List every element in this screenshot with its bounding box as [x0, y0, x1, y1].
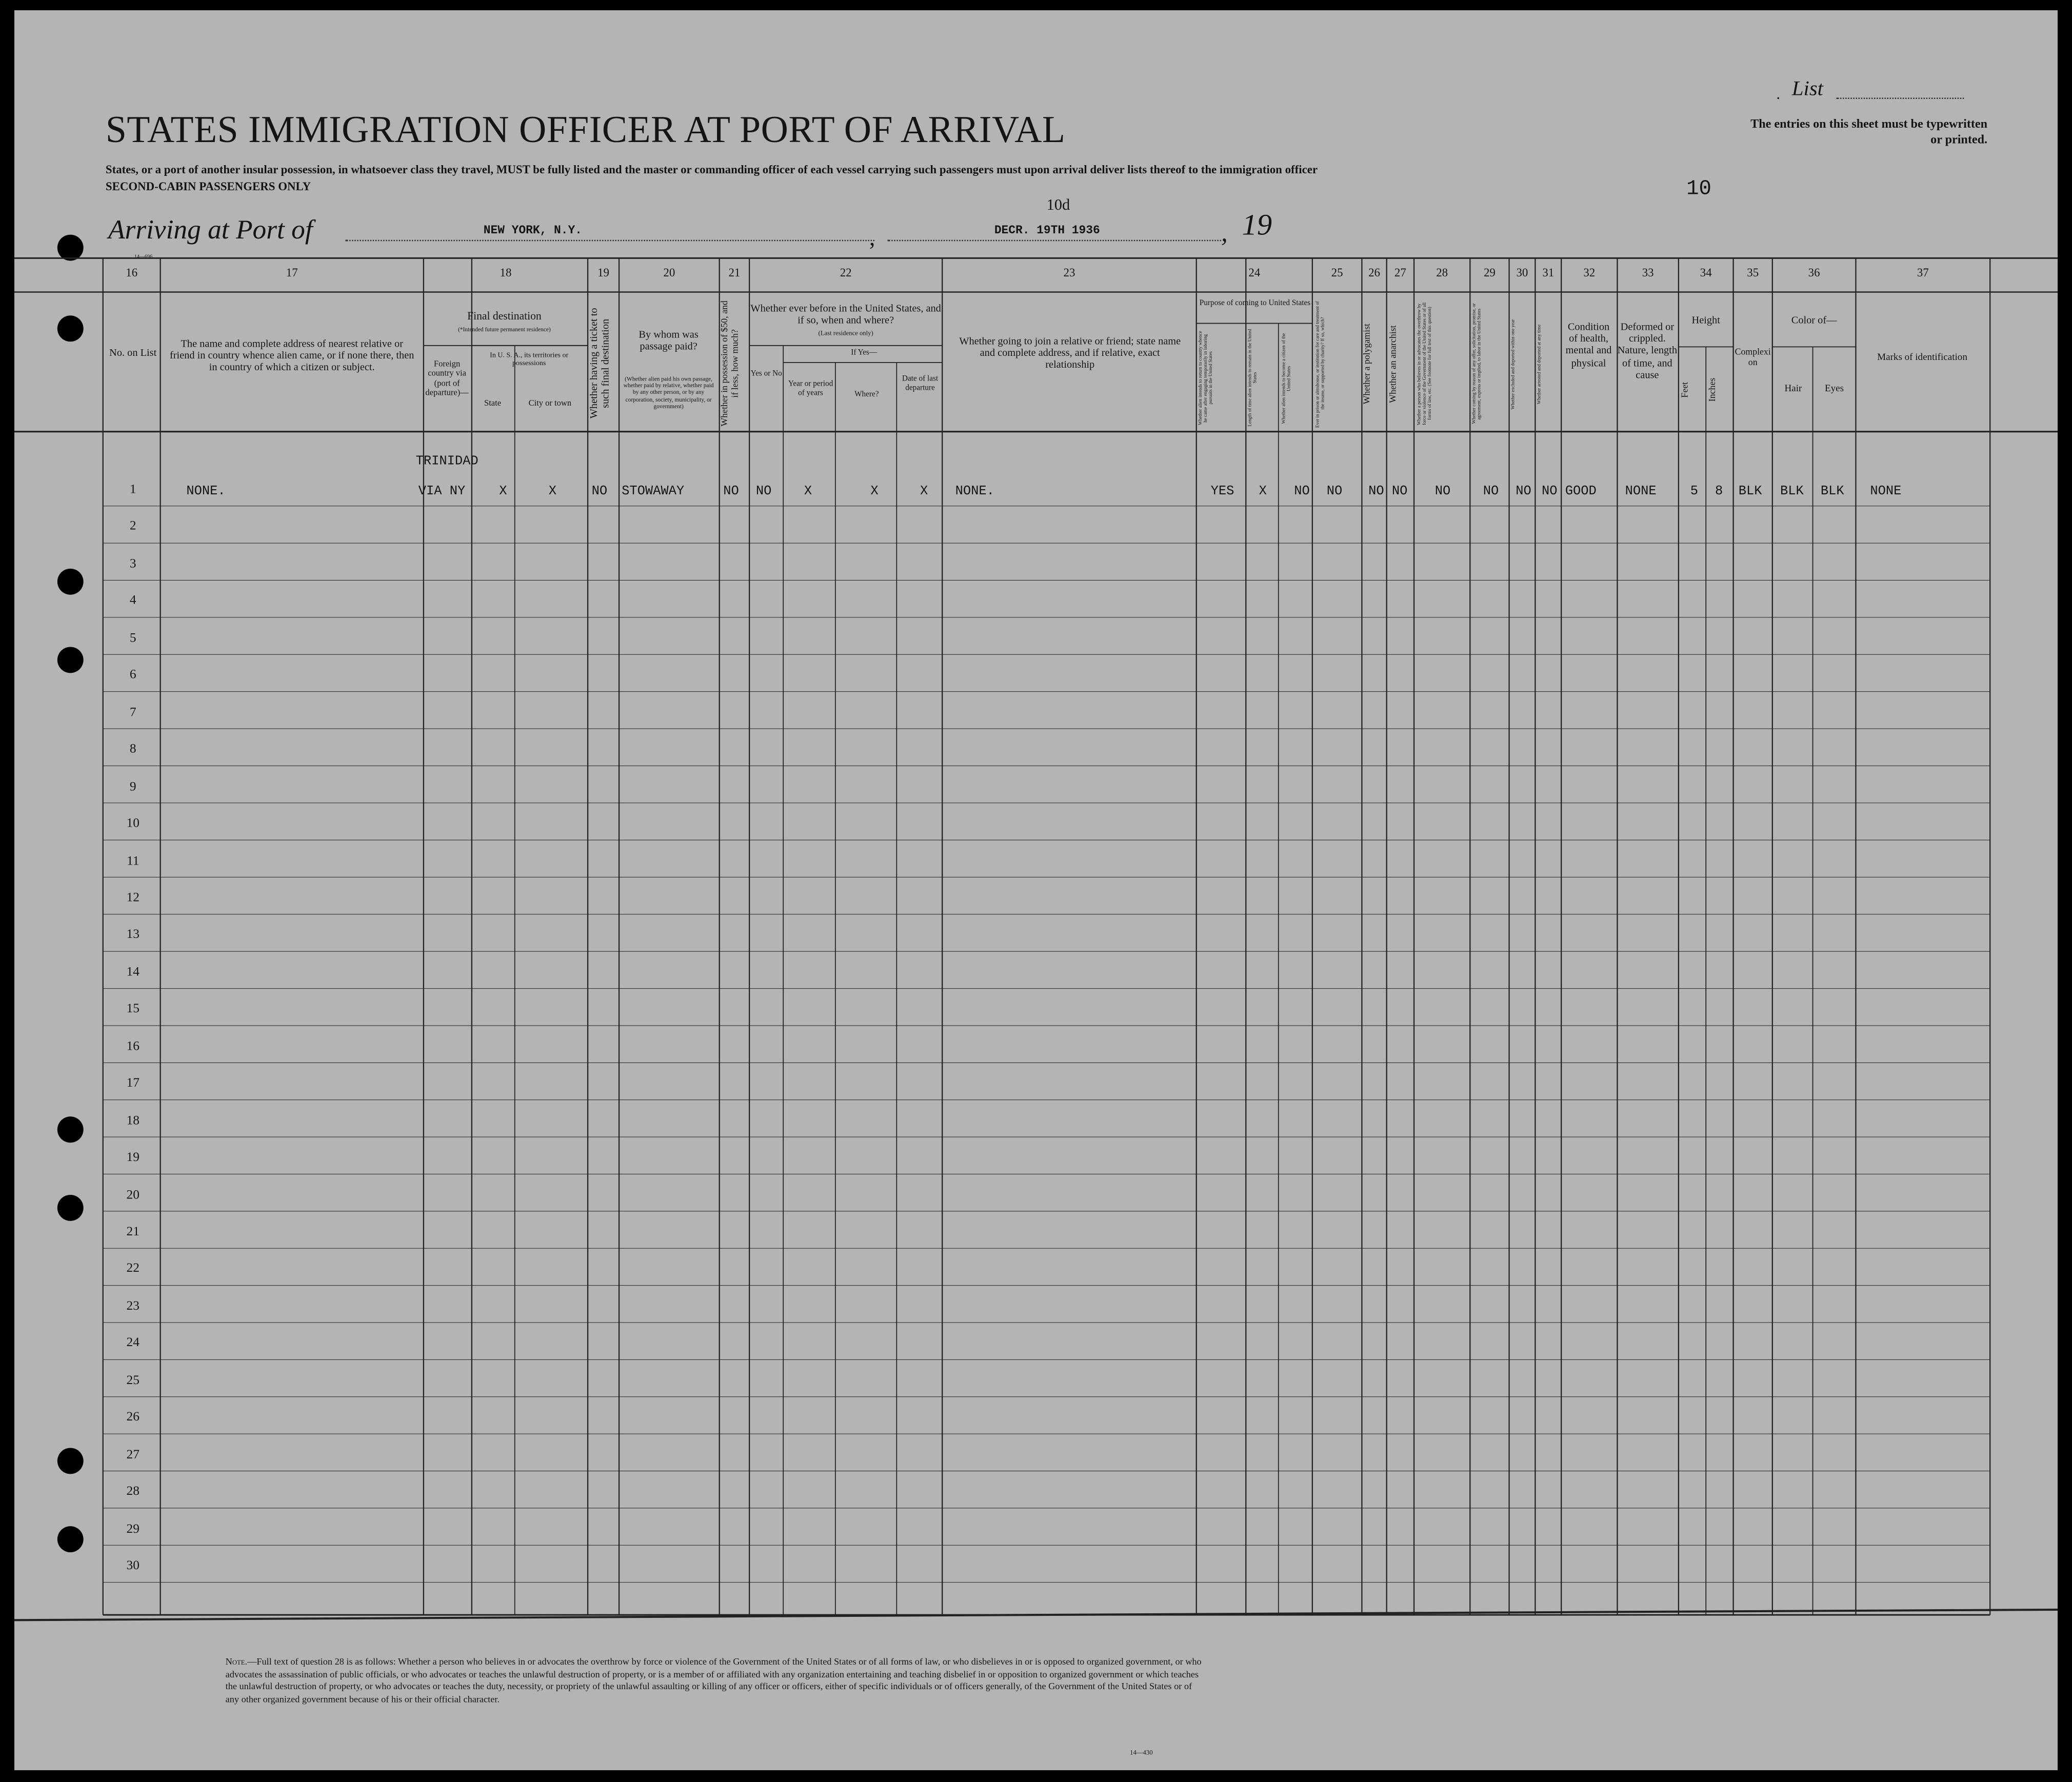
entry-joining: NONE. [955, 485, 994, 499]
column-number: 22 [840, 266, 852, 279]
entry-complexion: BLK [1738, 485, 1762, 499]
header-ticket: Whether having a ticket to such final destination [588, 308, 611, 419]
header-yes-no: Yes or No [750, 370, 782, 378]
row-number: 13 [126, 928, 140, 943]
date-value: DECR. 19TH 1936 [994, 224, 1100, 237]
row-number: 23 [126, 1299, 140, 1314]
entry-deformed: NONE [1625, 485, 1657, 499]
header-deformed: Deformed or crippled. Nature, length of time, and cause [1617, 321, 1677, 381]
entry-marks: NONE [1870, 485, 1902, 499]
row-number: 19 [126, 1150, 140, 1165]
entry-labor-offer: NO [1483, 485, 1499, 499]
header-where: Where? [854, 391, 879, 399]
header-return-intent: Whether alien intends to return to country whence he came after engaging temporarily in laboring pursuits in the United States [1198, 331, 1213, 426]
comma: , [1221, 219, 1228, 248]
entry-length-stay: X [1259, 485, 1267, 499]
header-health: Condition of health, mental and physical [1565, 321, 1612, 369]
header-state: State [484, 399, 502, 408]
row-number: 21 [126, 1225, 140, 1239]
row-number: 1 [129, 482, 136, 497]
column-number: 27 [1394, 266, 1406, 279]
header-no-on-list: No. on List [109, 347, 157, 359]
row-number: 11 [126, 853, 140, 868]
entry-passage-paid: STOWAWAY [622, 485, 685, 499]
header-arrested: Whether arrested and deported at any time [1536, 324, 1542, 404]
header-final-destination: Final destination [467, 309, 542, 323]
entry-return-intent: YES [1210, 485, 1234, 499]
row-number: 7 [129, 705, 136, 720]
form-number: 14—430 [1130, 1750, 1153, 1757]
column-number: 16 [126, 266, 138, 279]
arriving-label: Arriving at Port of [108, 213, 313, 245]
row-number: 29 [126, 1521, 140, 1536]
entry-arrested: NO [1542, 485, 1558, 499]
header-passage-paid-note: (Whether alien paid his own passage, whether paid by relative, whether paid by any other person, or by any corporation, society, municipality, or government) [623, 375, 714, 409]
entry-anarchist: NO [1391, 485, 1408, 499]
entry-hair: BLK [1780, 485, 1804, 499]
column-number: 21 [728, 266, 741, 279]
column-number: 19 [597, 266, 609, 279]
header-final-destination-note: (*Intended future permanent residence) [458, 326, 551, 333]
header-length-stay: Length of time alien intends to remain in the United States [1247, 329, 1258, 427]
row-number: 15 [126, 1002, 140, 1017]
footnote-label: Note. [225, 1656, 248, 1667]
header-passage-paid: By whom was passage paid? [639, 328, 699, 353]
header-city: City or town [528, 399, 572, 408]
footnote-text: —Full text of question 28 is as follows: Whether a person who believes in or advocates the overthrow by force or violence of the Government of the United States or of all forms of law, or who disbelieves in or is opposed to organized government, or who advocates the assassination of public officials, or who advocates or teaches the unlawful destruction of property, or is a member of or affiliated with any organization entertaining and teaching disbelief in or opposition to organized government or which teaches the unlawful destruction of property, or who advocates or teaches the duty, necessity, or propriety of the unlawful assaulting or killing of any officer or officers, either of specific individuals or of officers generally, of the Government of the United States or of any other organized government because of his or their official character. [225, 1656, 1202, 1705]
row-number: 14 [126, 965, 140, 979]
header-money: Whether in possession of $50, and if less, how much? [719, 301, 741, 427]
header-overthrow: Whether a person who believes in or advocates the overthrow by force or violence of the Government of the United States or of all forms of law, etc. (See footnote for full text of this question) [1417, 302, 1432, 426]
row-number: 22 [126, 1262, 140, 1276]
entry-eyes: BLK [1820, 485, 1844, 499]
entry-prison: NO [1326, 485, 1343, 499]
column-number: 24 [1248, 266, 1261, 279]
column-number: 32 [1583, 266, 1596, 279]
column-number: 33 [1642, 266, 1654, 279]
row-number: 6 [129, 668, 136, 683]
passenger-class: SECOND-CABIN PASSENGERS ONLY [105, 179, 311, 193]
header-inches: Inches [1707, 378, 1718, 402]
header-prison: Ever in prison or almshouse, or institution for care and treatment of the insane, or supported by charity? If so, which? [1314, 301, 1326, 427]
column-number: 17 [286, 266, 298, 279]
column-number: 28 [1436, 266, 1448, 279]
entry-via: VIA NY [418, 485, 466, 499]
header-before-us-note: (Last residence only) [818, 331, 873, 338]
row-number: 10 [126, 816, 140, 831]
entry-money: NO [723, 485, 739, 499]
entry-before-us: NO [755, 485, 772, 499]
header-excluded: Whether excluded and deported within one year [1510, 318, 1516, 409]
list-label: List [1791, 78, 1823, 101]
form-mark: 14—696 [134, 253, 153, 259]
header-if-yes: If Yes— [851, 349, 878, 357]
row-number: 9 [129, 779, 136, 794]
header-before-us: Whether ever before in the United States, and if so, when and where? [750, 302, 941, 327]
column-number: 26 [1368, 266, 1380, 279]
row-number: 28 [126, 1485, 140, 1499]
header-marks: Marks of identification [1877, 350, 1967, 363]
header-in-usa: In U. S. A., its territories or possessions [490, 352, 569, 368]
column-number: 25 [1331, 266, 1343, 279]
row-number: 12 [126, 891, 140, 906]
row-number: 26 [126, 1410, 140, 1425]
entry-feet: 5 [1690, 485, 1699, 499]
manifest-sheet [14, 10, 2058, 1770]
entry-foreign-country: TRINIDAD [415, 455, 479, 470]
header-date-departure: Date of last departure [902, 375, 939, 393]
header-polygamist: Whether a polygamist [1362, 323, 1372, 405]
header-complexion: Complexion [1735, 347, 1771, 368]
row-number: 16 [126, 1039, 140, 1054]
row-number: 3 [129, 556, 136, 571]
header-hair: Hair [1784, 382, 1802, 394]
header-color-of: Color of— [1791, 314, 1837, 326]
header-feet: Feet [1680, 382, 1690, 398]
column-number: 18 [500, 266, 512, 279]
entry-citizen-intent: NO [1294, 485, 1310, 499]
entry-where: X [870, 485, 879, 499]
row-number: 2 [129, 519, 136, 534]
column-number: 30 [1516, 266, 1528, 279]
row-number: 8 [129, 742, 136, 757]
row-number: 18 [126, 1113, 140, 1128]
row-number: 27 [126, 1447, 140, 1462]
header-height: Height [1691, 314, 1720, 326]
column-number: 35 [1747, 266, 1759, 279]
sheet-instruction: The entries on this sheet must be typewritten or printed. [1750, 118, 1988, 148]
entry-inches: 8 [1715, 485, 1723, 499]
column-number: 29 [1483, 266, 1496, 279]
header-anarchist: Whether an anarchist [1388, 325, 1399, 403]
entry-excluded: NO [1516, 485, 1531, 499]
header-citizen-intent: Whether alien intends to become a citizen of the United States [1281, 333, 1292, 424]
column-number: 31 [1542, 266, 1555, 279]
entry-overthrow: NO [1435, 485, 1451, 499]
date-handwritten: 10d [1046, 195, 1070, 214]
row-number: 24 [126, 1336, 140, 1351]
row-number: 20 [126, 1188, 140, 1203]
header-year-period: Year or period of years [788, 381, 833, 398]
entry-city: X [548, 485, 557, 499]
entry-relative: NONE. [186, 485, 226, 499]
page-title: STATES IMMIGRATION OFFICER AT PORT OF ARRIVAL [105, 109, 1066, 151]
header-labor-offer: Whether coming by reason of any offer, solicitation, promise, or agreement, express or implied, to labor in the United States [1471, 303, 1482, 424]
page-subtitle: States, or a port of another insular possession, in whatsoever class they travel, MUST be fully listed and the master or commanding officer of each vessel carrying such passengers must upon arrival deliver lists thereof to the immigration officer [105, 163, 1318, 176]
column-number: 36 [1808, 266, 1820, 279]
row-number: 5 [129, 631, 136, 646]
column-number: 37 [1917, 266, 1929, 279]
column-number: 20 [663, 266, 675, 279]
entry-year: X [804, 485, 812, 499]
column-number: 34 [1700, 266, 1712, 279]
header-purpose: Purpose of coming to United States [1199, 299, 1311, 308]
entry-polygamist: NO [1368, 485, 1384, 499]
entry-date-departure: X [920, 485, 928, 499]
row-number: 30 [126, 1558, 140, 1573]
comma: , [869, 224, 875, 251]
header-foreign-country: Foreign country via (port of departure)— [425, 359, 469, 398]
column-number: 23 [1063, 266, 1075, 279]
year-prefix: 19 [1242, 208, 1272, 242]
document-page [14, 10, 2058, 1770]
row-number: 25 [126, 1373, 140, 1388]
header-joining-relative: Whether going to join a relative or friend; state name and complete address, and if relative, exact relationship [959, 335, 1181, 371]
entry-ticket: NO [591, 485, 608, 499]
entry-health: GOOD [1565, 485, 1597, 499]
header-nearest-relative: The name and complete address of nearest relative or friend in country whence alien came, or if none there, then in country of which a citizen or subject. [170, 337, 414, 374]
list-dot: . [1776, 85, 1781, 103]
footnote [226, 1657, 1206, 1708]
port-value: NEW YORK, N.Y. [483, 224, 582, 237]
sheet-number: 10 [1686, 177, 1711, 201]
row-number: 17 [126, 1076, 140, 1091]
header-eyes: Eyes [1824, 382, 1844, 394]
row-number: 4 [129, 594, 136, 609]
entry-state: X [499, 485, 507, 499]
